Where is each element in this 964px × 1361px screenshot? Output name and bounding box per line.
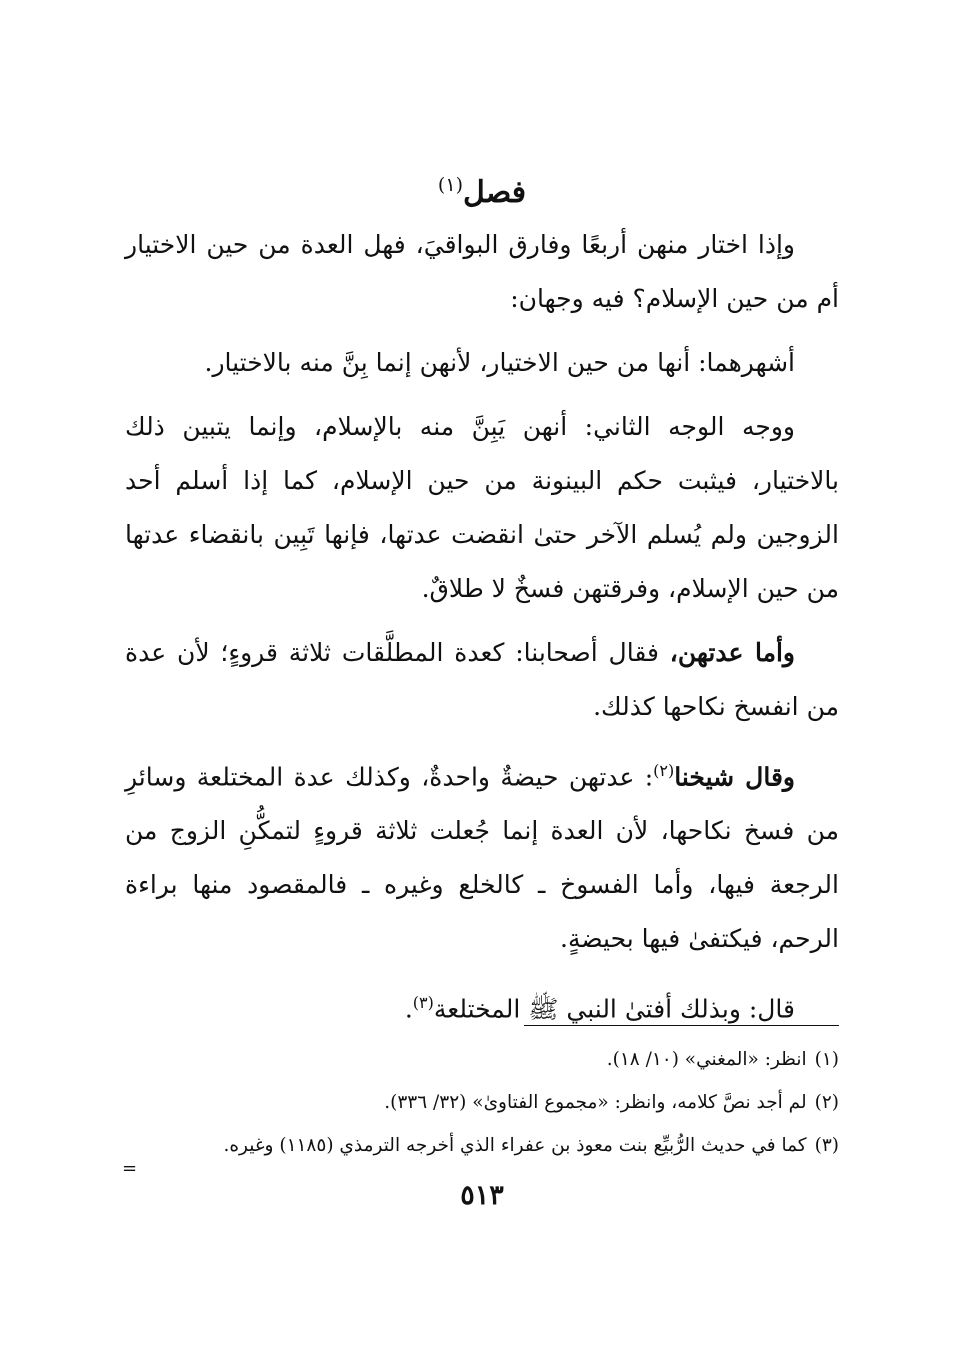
footnote-number: (١) — [814, 1049, 839, 1070]
bold-lead: وأما عدتهن، — [669, 638, 795, 667]
paragraph-text: : عدتهن حيضةٌ واحدةٌ، وكذلك عدة المختلعة وسائرِ من فسخ نكاحها، لأن العدة إنما جُعلت ثلاثة قروءٍ لتمكُّنِ الزوج من الرجعة فيها، وأما الفسوخ ـ كالخلع وغيره ـ فالمقصود منها براءة الرحم، فيكتفىٰ فيها بحيضةٍ. — [125, 762, 839, 954]
body-text — [125, 218, 839, 1047]
footnote — [125, 1038, 839, 1081]
footnote-ref: (٣) — [412, 993, 434, 1013]
paragraph: ووجه الوجه الثاني: أنهن يَبِنَّ منه بالإسلام، وإنما يتبين ذلك بالاختيار، فيثبت حكم البينونة من حين الإسلام، كما إذا أسلم أحد الزوجين ولم يُسلم الآخر حتىٰ انقضت عدتها، فإنها تَبِين بانقضاء عدتها من حين الإسلام، وفرقتهن فسخٌ لا طلاقٌ. — [125, 412, 839, 603]
footnotes — [125, 1038, 839, 1167]
paragraph: وإذا اختار منهن أربعًا وفارق البواقيَ، فهل العدة من حين الاختيار أم من حين الإسلام؟ فيه وجهان: — [125, 230, 839, 313]
paragraph-text: فقال أصحابنا: كعدة المطلَّقات ثلاثة قروءٍ؛ لأن عدة من انفسخ نكاحها كذلك. — [125, 638, 839, 721]
footnote-number: (٢) — [814, 1092, 839, 1113]
paragraph-text: قال: وبذلك أفتىٰ النبي ﷺ المختلعة — [433, 994, 795, 1024]
footnote-ref: (١) — [437, 174, 463, 196]
footnote — [125, 1124, 839, 1167]
footnote-text: انظر: «المغني» (١٠/ ١٨). — [606, 1049, 807, 1070]
continuation-mark: = — [122, 1158, 138, 1179]
footnote-text: لم أجد نصَّ كلامه، وانظر: «مجموع الفتاوىٰ» (٣٢/ ٣٣٦). — [384, 1092, 807, 1113]
footnote-ref: (٢) — [653, 761, 675, 780]
footnote-text: كما في حديث الرُّبيِّع بنت معوذ بن عفراء الذي أخرجه الترمذي (١١٨٥) وغيره. — [223, 1135, 807, 1156]
footnote — [125, 1081, 839, 1124]
paragraph — [125, 976, 839, 1036]
bold-lead: وقال شيخنا — [674, 762, 795, 792]
paragraph-end: . — [404, 994, 413, 1024]
section-title: فصل — [462, 175, 527, 210]
paragraph — [125, 626, 839, 734]
page-number: ٥١٣ — [460, 1180, 504, 1211]
footnote-separator — [524, 1025, 839, 1026]
section-heading — [0, 160, 964, 218]
paragraph — [125, 744, 839, 966]
paragraph: أشهرهما: أنها من حين الاختيار، لأنهن إنما بِنَّ منه بالاختيار. — [204, 348, 795, 377]
footnote-number: (٣) — [814, 1135, 839, 1156]
